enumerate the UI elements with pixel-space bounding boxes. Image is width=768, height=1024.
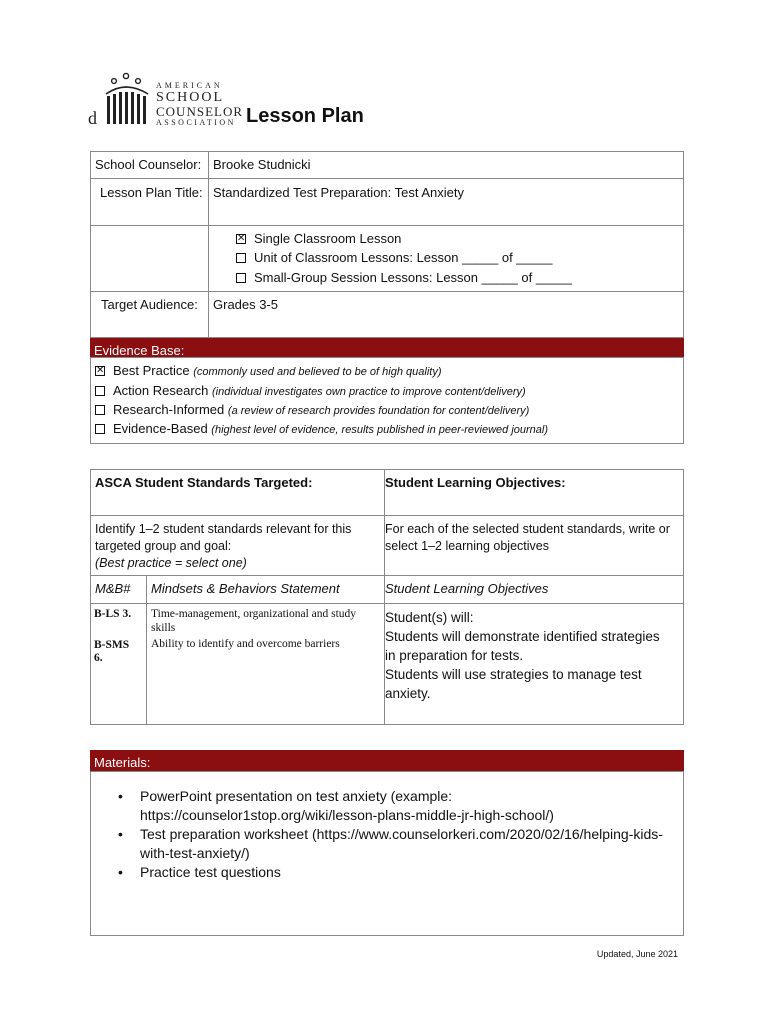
- learning-objective: anxiety.: [385, 686, 431, 701]
- evidence-base-header: [90, 338, 684, 357]
- asca-logo-wordmark: [156, 82, 243, 127]
- asca-logo-icon: [88, 72, 154, 130]
- materials-item: • PowerPoint presentation on test anxiety (example: https://counselor1stop.org/wiki/lesson-plans-middle-jr-high-school/): [118, 787, 678, 825]
- evidence-option-label: Best Practice: [113, 363, 190, 378]
- counselor-label: School Counselor:: [95, 157, 202, 172]
- standard-statement: Time-management, organizational and study: [151, 608, 357, 620]
- checkbox-icon[interactable]: [95, 424, 105, 434]
- column-statement-header: Mindsets & Behaviors Statement: [151, 581, 340, 596]
- evidence-option-label: Research-Informed: [113, 402, 225, 417]
- evidence-option-note: (commonly used and believed to be of high quality): [193, 366, 442, 378]
- objectives-instruction: select 1–2 learning objectives: [385, 539, 549, 553]
- evidence-option-label: Evidence-Based: [113, 421, 208, 436]
- evidence-option[interactable]: [95, 383, 526, 398]
- evidence-option[interactable]: [95, 421, 548, 436]
- standard-code: 6.: [94, 652, 103, 664]
- logo-line-3: COUNSELOR: [156, 104, 244, 119]
- lesson-type-option[interactable]: [236, 231, 401, 247]
- logo-line-2: SCHOOL: [156, 90, 225, 105]
- lesson-type-label: Unit of Classroom Lessons: Lesson _____ of _____: [254, 250, 553, 265]
- column-code-header: M&B#: [95, 581, 131, 596]
- standard-statement: skills: [151, 622, 176, 634]
- checked-box-icon[interactable]: [95, 366, 105, 376]
- lesson-type-label: Small-Group Session Lessons: Lesson _____ of _____: [254, 270, 572, 285]
- evidence-option-note: (individual investigates own practice to improve content/delivery): [212, 386, 526, 398]
- standards-instruction: Identify 1–2 student standards relevant for this: [95, 522, 352, 536]
- evidence-option-label: Action Research: [113, 383, 209, 398]
- materials-list: [118, 787, 678, 882]
- evidence-option-note: (highest level of evidence, results published in peer-reviewed journal): [211, 424, 549, 436]
- learning-objective: in preparation for tests.: [385, 648, 524, 663]
- materials-header: [90, 750, 684, 771]
- column-objectives-header: Student Learning Objectives: [385, 581, 549, 596]
- logo-line-1: AMERICAN: [156, 81, 223, 90]
- standards-instruction-note: (Best practice = select one): [95, 556, 247, 570]
- lesson-title-value: Standardized Test Preparation: Test Anxiety: [213, 185, 465, 200]
- target-audience-value: Grades 3-5: [213, 297, 279, 312]
- checked-box-icon[interactable]: [236, 234, 246, 244]
- evidence-base-title: Evidence Base:: [94, 343, 185, 357]
- lesson-type-option[interactable]: [236, 270, 572, 286]
- standards-instruction: targeted group and goal:: [95, 539, 232, 553]
- lesson-type-option[interactable]: [236, 250, 552, 266]
- counselor-value: Brooke Studnicki: [213, 157, 311, 172]
- checkbox-icon[interactable]: [236, 253, 246, 263]
- learning-objective: Student(s) will:: [385, 610, 474, 625]
- checkbox-icon[interactable]: [236, 273, 246, 283]
- learning-objective: Students will demonstrate identified strategies: [385, 629, 660, 644]
- standard-statement: Ability to identify and overcome barriers: [151, 638, 340, 650]
- asca-logo: [88, 72, 248, 132]
- logo-line-4: ASSOCIATION: [156, 118, 236, 127]
- target-audience-label: Target Audience:: [101, 297, 198, 312]
- lesson-title-label: Lesson Plan Title:: [100, 185, 203, 200]
- standards-header: ASCA Student Standards Targeted:: [95, 475, 313, 490]
- page-title: Lesson Plan: [246, 105, 364, 127]
- checkbox-icon[interactable]: [95, 386, 105, 396]
- objectives-instruction: For each of the selected student standards, write or: [385, 522, 670, 536]
- lesson-type-label: Single Classroom Lesson: [254, 231, 402, 246]
- evidence-option[interactable]: [95, 402, 529, 417]
- learning-objective: Students will use strategies to manage test: [385, 667, 642, 682]
- evidence-option[interactable]: [95, 363, 441, 378]
- updated-date: Updated, June 2021: [596, 949, 678, 959]
- materials-item: • Test preparation worksheet (https://www.counselorkeri.com/2020/02/16/helping-kids-with-test-anxiety/): [118, 825, 678, 863]
- standard-code: B-LS 3.: [94, 608, 132, 620]
- svg-text:d: d: [88, 108, 97, 128]
- standard-code: B-SMS: [94, 639, 130, 651]
- materials-item: • Practice test questions: [118, 863, 678, 882]
- evidence-option-note: (a review of research provides foundation for content/delivery): [227, 405, 530, 417]
- materials-title: Materials:: [94, 755, 151, 770]
- objectives-header: Student Learning Objectives:: [385, 475, 566, 490]
- checkbox-icon[interactable]: [95, 405, 105, 415]
